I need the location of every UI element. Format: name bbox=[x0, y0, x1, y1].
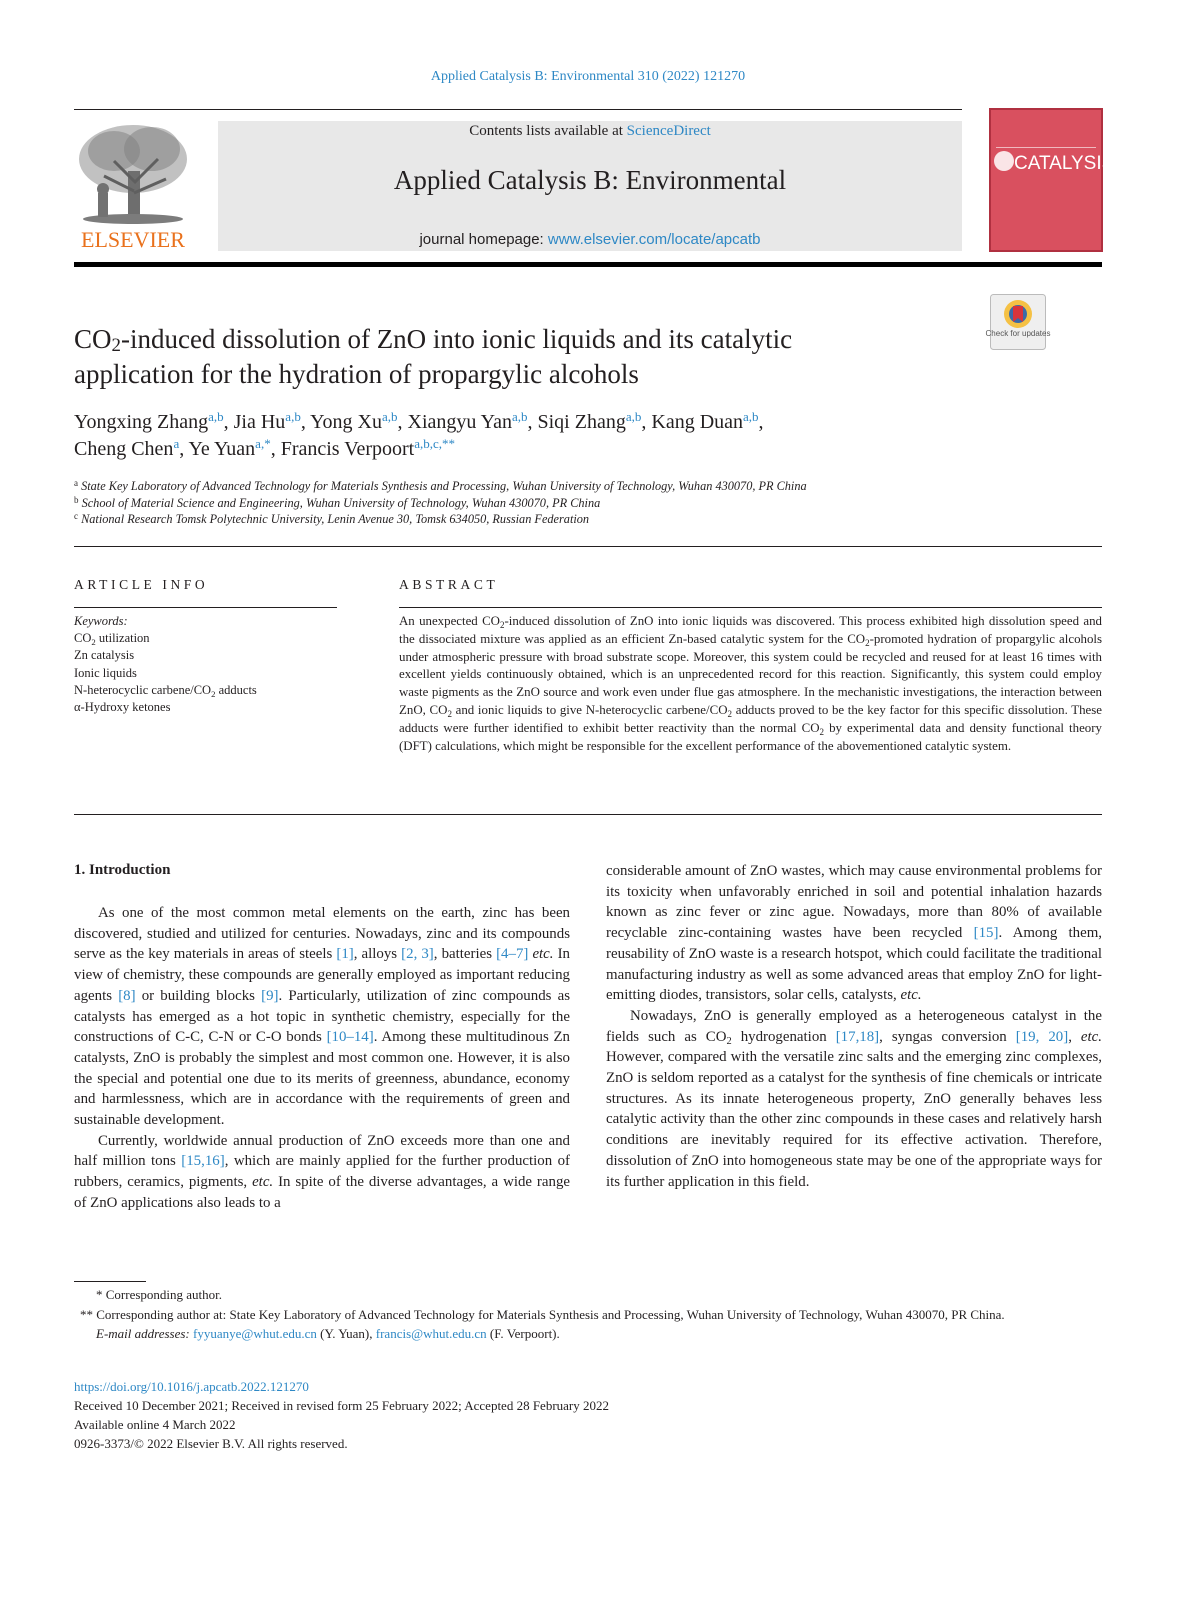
text-run: In view of chemistry, these compounds are generally employed as important reducing agents bbox=[74, 946, 570, 1004]
author-separator: , bbox=[223, 411, 234, 433]
paragraph bbox=[606, 861, 1102, 1006]
text-run: An unexpected CO bbox=[399, 614, 500, 628]
elsevier-logo bbox=[74, 121, 192, 253]
affiliation-marker: a bbox=[74, 478, 78, 488]
subscript: 2 bbox=[726, 1035, 732, 1047]
text-run: As one of the most common metal elements on the earth, zinc has been discovered, studied and utilized for centuries. Nowadays, zinc and its compounds serve as the key materials in areas of steels bbox=[74, 905, 570, 963]
footnote-rule bbox=[74, 1281, 146, 1282]
affiliation-line bbox=[74, 478, 1102, 495]
keywords-list bbox=[74, 630, 337, 716]
text-run: adducts proved to be the key factor for this specific dissolution. These adducts were further identified to exhibit better reactivity than the normal CO bbox=[399, 702, 1103, 735]
email-link-verpoort[interactable]: francis@whut.edu.cn bbox=[375, 1326, 487, 1341]
article-info-label: ARTICLE INFO bbox=[74, 577, 209, 592]
author-name: Jia Hu bbox=[233, 411, 286, 433]
author-list bbox=[74, 409, 1102, 463]
keyword bbox=[74, 699, 337, 716]
check-for-updates-button[interactable] bbox=[985, 294, 1051, 350]
email-owner-yuan: (Y. Yuan), bbox=[316, 1326, 376, 1341]
email-label: E-mail addresses: bbox=[96, 1326, 194, 1341]
footnote-emails bbox=[74, 1324, 1102, 1344]
text-run: , batteries bbox=[433, 946, 497, 963]
affiliation-marker: b bbox=[74, 494, 79, 505]
text-run: , syngas conversion bbox=[879, 1028, 1016, 1045]
affiliation-text: National Research Tomsk Polytechnic University, Lenin Avenue 30, Tomsk 634050, Russian Federation bbox=[81, 512, 590, 526]
citation-link[interactable]: [17,18] bbox=[835, 1028, 880, 1045]
text-run: , which are mainly applied for the further production of rubbers, ceramics, pigments, bbox=[74, 1153, 570, 1191]
paragraph bbox=[74, 1131, 570, 1214]
keyword-text: α-Hydroxy ketones bbox=[74, 700, 171, 715]
italic-run: etc. bbox=[532, 946, 554, 963]
subscript: 2 bbox=[499, 620, 505, 630]
doi-link[interactable]: https://doi.org/10.1016/j.apcatb.2022.121270 bbox=[74, 1379, 309, 1394]
author-name: Yongxing Zhang bbox=[74, 411, 209, 433]
citation-link[interactable]: [15,16] bbox=[181, 1153, 225, 1170]
text-run: hydrogenation bbox=[731, 1028, 836, 1045]
subscript: 2 bbox=[727, 708, 733, 719]
title-part: CO bbox=[74, 324, 112, 354]
author-affiliation-marker[interactable]: a,b bbox=[285, 409, 301, 424]
keyword bbox=[74, 630, 337, 647]
subscript: 2 bbox=[447, 708, 452, 719]
homepage-line bbox=[218, 231, 962, 248]
subscript: 2 bbox=[819, 726, 825, 737]
affiliations bbox=[74, 478, 1102, 528]
affiliation-line bbox=[74, 495, 1102, 512]
author-separator: , bbox=[397, 411, 408, 433]
elsevier-wordmark: ELSEVIER bbox=[81, 227, 185, 252]
header-thick-rule bbox=[74, 262, 1102, 267]
journal-cover[interactable] bbox=[990, 109, 1115, 251]
keyword bbox=[74, 665, 337, 682]
author-affiliation-marker[interactable]: a,b bbox=[743, 409, 759, 424]
text-run: considerable amount of ZnO wastes, which may cause environmental problems for its toxicity when unfavorably enriched in soil and potential inhalation hazards known as zinc fever or zinc ague. Nowadays, more than 80% of available recyclable zinc-containing wastes have been recycled bbox=[606, 863, 1102, 942]
body-column-left bbox=[74, 903, 570, 1214]
text-run: -induced dissolution of ZnO into ionic liquids was discovered. This process exhibited high dissolution speed and the dissociated mixture was applied as an efficient Zn-based catalytic system for the CO bbox=[399, 614, 1102, 646]
author-separator: , bbox=[300, 411, 311, 433]
author-affiliation-marker[interactable]: a,b,c,** bbox=[414, 436, 455, 451]
italic-run: etc. bbox=[252, 1174, 274, 1191]
text-run: by experimental data and density functional theory (DFT) calculations, which might be responsible for the excellent performance of the abovementioned catalytic system. bbox=[399, 720, 1102, 753]
text-run: or building blocks bbox=[135, 987, 262, 1004]
keyword-text: adducts bbox=[215, 682, 257, 697]
italic-run: etc. bbox=[1080, 1028, 1102, 1045]
text-run: , bbox=[1068, 1028, 1081, 1045]
affiliation-rule bbox=[74, 546, 1102, 547]
abstract-text bbox=[399, 613, 1102, 755]
author-affiliation-marker[interactable]: a,b bbox=[625, 409, 642, 424]
citation-link[interactable]: [2, 3] bbox=[401, 946, 434, 963]
running-head[interactable]: Applied Catalysis B: Environmental 310 (2022) 121270 bbox=[430, 69, 746, 84]
email-owner-verpoort: (F. Verpoort). bbox=[486, 1326, 560, 1341]
subscript: 2 bbox=[865, 637, 870, 648]
author-separator: , bbox=[758, 411, 764, 433]
article-footer bbox=[74, 1377, 1102, 1453]
citation-link[interactable]: [15] bbox=[973, 925, 999, 942]
keyword-text: Ionic liquids bbox=[74, 665, 137, 680]
author-name: Ye Yuan bbox=[188, 438, 256, 460]
author-affiliation-marker[interactable]: a,b bbox=[511, 409, 528, 424]
keyword-subscript: 2 bbox=[91, 637, 96, 648]
section-heading-introduction: 1. Introduction bbox=[74, 862, 171, 878]
author-name: Yong Xu bbox=[310, 411, 382, 433]
text-run: . Among them, reusability of ZnO waste is a research hotspot, which could facilitate the traditional manufacturing industry as well as some advanced areas that employ ZnO for light-emitting diodes, transistors, solar cells, catalysts, bbox=[606, 925, 1103, 1004]
author-name: Siqi Zhang bbox=[537, 411, 626, 433]
email-link-yuan[interactable]: fyyuanye@whut.edu.cn bbox=[193, 1326, 317, 1341]
text-run: However, compared with the versatile zinc salts and the emerging zinc complexes, ZnO is seldom reported as a catalyst for the synthesis of fine chemicals or intricate structures. As its innate heterogeneous property, ZnO generally behaves less catalytic activity than the other zinc compounds in these cases and relatively harsh conditions are inevitably required for its effective activation. Therefore, dissolution of ZnO into homogeneous state may be one of the appropriate ways for its further application in this field. bbox=[606, 1049, 1102, 1190]
citation-link[interactable]: [10–14] bbox=[326, 1029, 374, 1046]
affiliation-marker: c bbox=[74, 511, 78, 521]
article-title bbox=[74, 322, 954, 392]
footnote-corresponding-1: * Corresponding author. bbox=[96, 1287, 223, 1302]
title-line-2: application for the hydration of propargylic alcohols bbox=[74, 359, 639, 389]
author-name: Xiangyu Yan bbox=[407, 411, 512, 433]
citation-link[interactable]: [19, 20] bbox=[1015, 1028, 1069, 1045]
header-rule bbox=[74, 109, 962, 110]
contents-prefix: Contents lists available at bbox=[469, 123, 627, 139]
keyword-text: N-heterocyclic carbene/CO bbox=[74, 682, 212, 697]
homepage-prefix: journal homepage: bbox=[419, 231, 548, 248]
text-run: In spite of the diverse advantages, a wide range of ZnO applications also leads to a bbox=[74, 1174, 571, 1211]
footnotes bbox=[74, 1285, 1102, 1344]
keyword-text: utilization bbox=[95, 631, 150, 646]
elsevier-tree-icon bbox=[74, 121, 192, 225]
keyword bbox=[74, 647, 337, 664]
author-separator: , bbox=[641, 411, 652, 433]
contents-line bbox=[218, 123, 962, 140]
title-subscript: 2 bbox=[111, 335, 121, 356]
homepage-link[interactable]: www.elsevier.com/locate/apcatb bbox=[547, 231, 761, 248]
affiliation-text: School of Material Science and Engineering, Wuhan University of Technology, Wuhan 430070, PR China bbox=[81, 495, 601, 510]
text-run: . Among these multitudinous Zn catalysts, ZnO is probably the simplest and most common one. However, it is also the special and potential one due to its merits of greenness, abundance, economy and harmlessness, which are in accordance with the requirements of green and sustainable development. bbox=[74, 1029, 570, 1129]
citation-link[interactable]: [8] bbox=[118, 987, 136, 1004]
keyword-text: Zn catalysis bbox=[74, 648, 135, 663]
keyword bbox=[74, 682, 337, 699]
author-separator: , bbox=[270, 438, 281, 460]
cover-title: CATALYSIS bbox=[1014, 153, 1115, 174]
citation-link[interactable]: [1] bbox=[336, 946, 354, 963]
keywords-label: Keywords: bbox=[74, 614, 128, 628]
text-run: Nowadays, ZnO is generally employed as a heterogeneous catalyst in the fields such as CO bbox=[606, 1007, 1102, 1045]
author-name: Francis Verpoort bbox=[280, 438, 415, 460]
text-run: Currently, worldwide annual production of ZnO exceeds more than one and half million tons bbox=[74, 1132, 570, 1170]
author-affiliation-marker[interactable]: a,* bbox=[255, 436, 271, 451]
text-run: . Particularly, utilization of zinc compounds as catalysts has emerged as a hot topic in synthetic chemistry, especially for the constructions of C-C, C-N or C-O bonds bbox=[74, 987, 570, 1046]
affiliation-line bbox=[74, 511, 1102, 528]
sciencedirect-link[interactable]: ScienceDirect bbox=[626, 123, 711, 139]
citation-link[interactable]: [4–7] bbox=[496, 946, 529, 963]
abstract-end-rule bbox=[74, 814, 1102, 815]
paragraph bbox=[74, 903, 570, 1131]
check-for-updates-label: Check for updates bbox=[985, 329, 1051, 338]
copyright: 0926-3373/© 2022 Elsevier B.V. All rights reserved. bbox=[74, 1436, 348, 1451]
keyword-subscript: 2 bbox=[211, 688, 216, 699]
affiliation-text: State Key Laboratory of Advanced Technology for Materials Synthesis and Processing, Wuhan University of Technology, Wuhan 430070, PR China bbox=[81, 479, 807, 493]
author-name: Cheng Chen bbox=[74, 438, 174, 460]
cover-image-icon bbox=[990, 109, 1115, 251]
check-for-updates-icon bbox=[985, 294, 1051, 350]
journal-banner bbox=[218, 121, 962, 251]
text-run: -promoted hydration of propargylic alcohols under atmospheric pressure with broad substrate scope. Moreover, this system could be recycled and reused for at least 16 times with excellent yields continuously obtained, which is an unprecedented record for this reaction. Significantly, this system could employ waste pigments as the ZnO source and work even under flue gas atmosphere. In the mechanistic investigations, the interaction between ZnO, CO bbox=[399, 631, 1102, 717]
author-affiliation-marker[interactable]: a,b bbox=[208, 409, 224, 424]
text-run: , alloys bbox=[353, 946, 402, 963]
author-separator: , bbox=[179, 438, 189, 460]
citation-link[interactable]: [9] bbox=[261, 987, 279, 1004]
available-online: Available online 4 March 2022 bbox=[74, 1417, 236, 1432]
keyword-text: CO bbox=[74, 631, 92, 646]
title-part: -induced dissolution of ZnO into ionic liquids and its catalytic bbox=[120, 324, 793, 354]
italic-run: etc. bbox=[900, 987, 922, 1004]
journal-name: Applied Catalysis B: Environmental bbox=[393, 165, 787, 195]
author-separator: , bbox=[527, 411, 538, 433]
keywords-block bbox=[74, 613, 337, 716]
footnote-corresponding-2: ** Corresponding author at: State Key Laboratory of Advanced Technology for Materials Synthesis and Processing, Wuhan University of Technology, Wuhan 430070, PR China. bbox=[80, 1306, 1005, 1322]
received-dates: Received 10 December 2021; Received in revised form 25 February 2022; Accepted 28 February 2022 bbox=[74, 1398, 609, 1413]
abstract-label: ABSTRACT bbox=[399, 577, 499, 592]
author-affiliation-marker[interactable]: a,b bbox=[381, 409, 398, 424]
body-column-right bbox=[606, 861, 1102, 1192]
article-info-rule bbox=[74, 607, 337, 608]
author-name: Kang Duan bbox=[651, 411, 744, 433]
abstract-rule bbox=[399, 607, 1102, 608]
text-run: and ionic liquids to give N-heterocyclic carbene/CO bbox=[451, 702, 728, 717]
paragraph bbox=[606, 1006, 1102, 1192]
author-affiliation-marker[interactable]: a bbox=[173, 436, 180, 451]
